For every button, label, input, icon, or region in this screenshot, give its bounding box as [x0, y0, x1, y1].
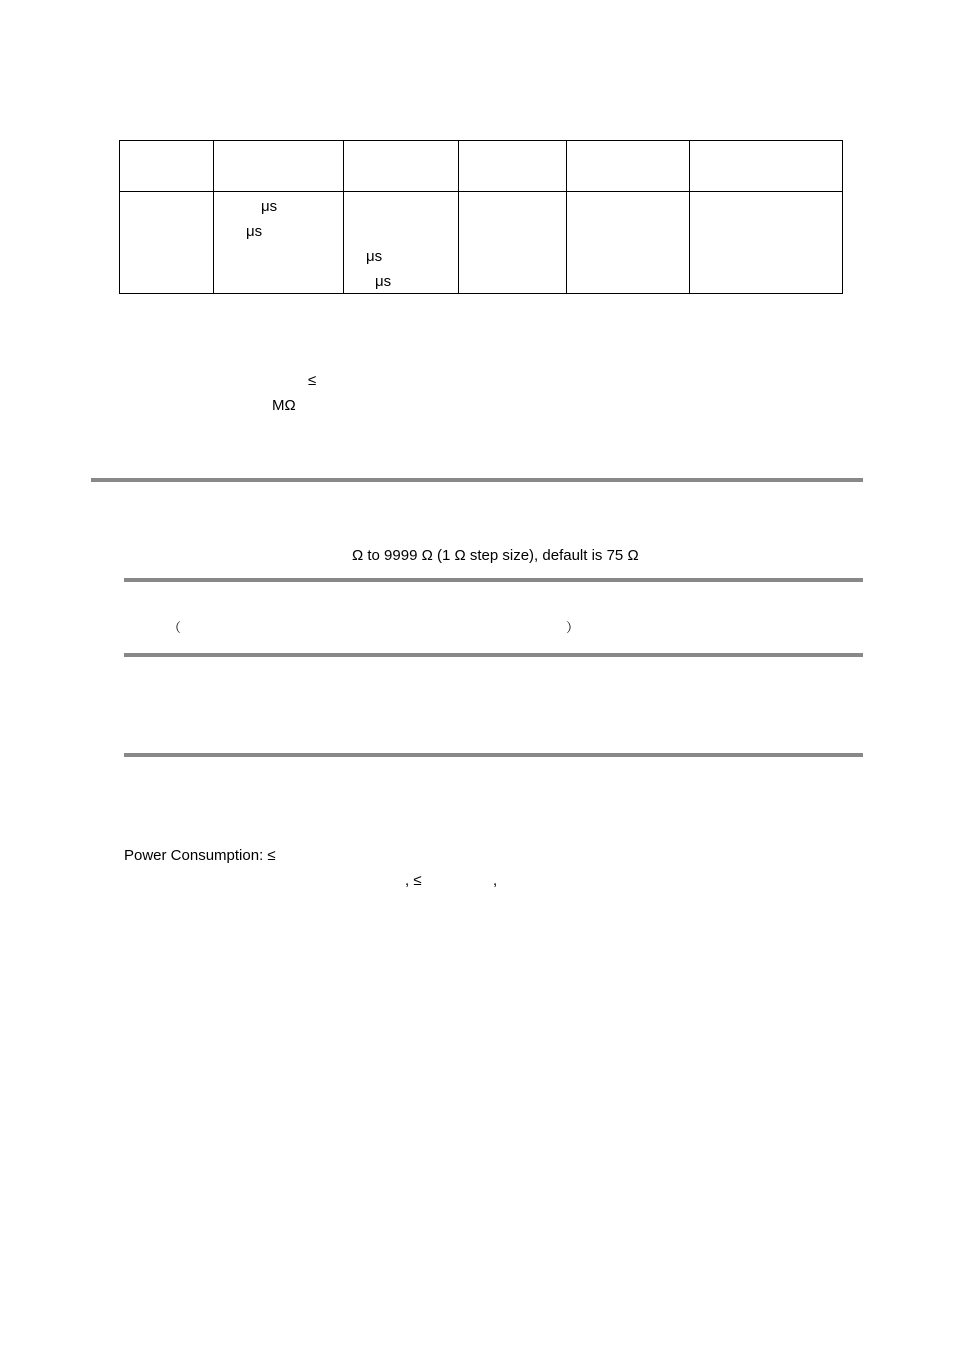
impedance-range-text: Ω to 9999 Ω (1 Ω step size), default is 75 Ω — [352, 547, 639, 564]
time-unit: μs — [246, 223, 263, 240]
row-divider — [124, 578, 863, 582]
time-unit: μs — [261, 198, 278, 215]
row-divider — [124, 653, 863, 657]
power-separator: , ≤ — [405, 872, 422, 889]
table-header-cell — [120, 141, 214, 192]
table-header-row — [120, 141, 843, 192]
power-separator: , — [493, 872, 498, 889]
table-header-cell — [344, 141, 459, 192]
spec-table — [119, 140, 843, 294]
power-consumption-label: Power Consumption: ≤ — [124, 847, 276, 864]
section-divider — [91, 478, 863, 482]
table-row — [120, 192, 843, 294]
table-header-cell — [459, 141, 567, 192]
table-cell — [344, 192, 459, 294]
table-cell — [690, 192, 843, 294]
table-cell — [567, 192, 690, 294]
table-cell — [120, 192, 214, 294]
resistance-unit: MΩ — [272, 397, 296, 414]
time-unit: μs — [366, 248, 383, 265]
table-header-cell — [690, 141, 843, 192]
less-equal-symbol: ≤ — [308, 372, 317, 389]
table-header-cell — [214, 141, 344, 192]
close-paren: ） — [566, 621, 580, 636]
table-header-cell — [567, 141, 690, 192]
row-divider — [124, 753, 863, 757]
table-cell — [459, 192, 567, 294]
open-paren: （ — [168, 621, 182, 636]
time-unit: μs — [375, 273, 392, 290]
table-cell — [214, 192, 344, 294]
